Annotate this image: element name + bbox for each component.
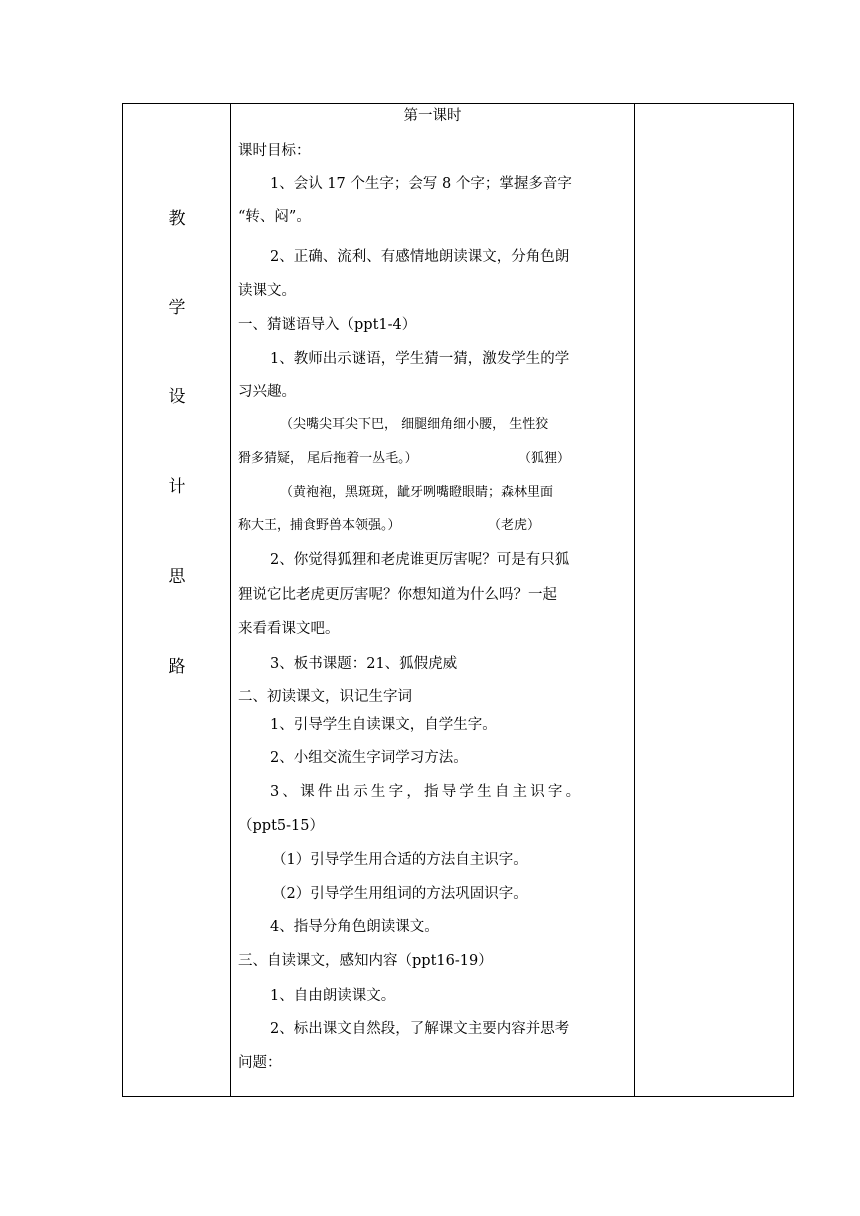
list-item: 4、指导分角色朗读课文。 xyxy=(270,919,439,935)
section-heading: 三、自读课文，感知内容（ppt16-19） xyxy=(238,953,493,969)
list-item: 3、板书课题：21、狐假虎威 xyxy=(270,656,458,672)
label-char: 设 xyxy=(168,387,186,407)
riddle-text: 称大王，捕食野兽本领强。） xyxy=(238,518,401,533)
goal-heading: 课时目标： xyxy=(238,143,311,159)
list-item: 3、课件出示生字，指导学生自主识字。 xyxy=(270,784,584,800)
table-column-notes xyxy=(635,103,794,1097)
section-heading: 二、初读课文，识记生字词 xyxy=(238,689,412,705)
lesson-title: 第一课时 xyxy=(403,108,462,124)
sub-item: （1）引导学生用合适的方法自主识字。 xyxy=(272,852,528,868)
list-item: 狸说它比老虎更厉害呢？你想知道为什么吗？一起 xyxy=(238,587,557,603)
list-item: 1、自由朗读课文。 xyxy=(270,988,396,1004)
list-item: 1、引导学生自读课文，自学生字。 xyxy=(270,717,497,733)
list-item: 来看看课文吧。 xyxy=(238,621,340,637)
sub-item: （2）引导学生用组词的方法巩固识字。 xyxy=(272,886,528,902)
riddle-answer: （狐狸） xyxy=(518,451,571,466)
section-heading: 一、猜谜语导入（ppt1-4） xyxy=(238,317,417,333)
list-item: 2、小组交流生字词学习方法。 xyxy=(270,750,468,766)
table-column-label xyxy=(122,103,230,1097)
riddle-text: 猾多猜疑， 尾后拖着一丛毛。） xyxy=(238,451,418,466)
list-item: 2、你觉得狐狸和老虎谁更厉害呢？可是有只狐 xyxy=(270,552,570,568)
label-char: 思 xyxy=(168,567,186,587)
riddle-answer: （老虎） xyxy=(488,518,541,533)
label-char: 计 xyxy=(168,477,186,497)
list-item: 1、教师出示谜语，学生猜一猜，激发学生的学 xyxy=(270,351,570,367)
list-item: （ppt5-15） xyxy=(238,818,324,834)
goal-2-line: 2、正确、流利、有感情地朗读课文，分角色朗 xyxy=(270,249,570,265)
goal-1-line: 1、会认 17 个生字；会写 8 个字；掌握多音字 xyxy=(270,176,572,192)
riddle-text: （黄袍袍，黑斑斑，龇牙咧嘴瞪眼睛；森林里面 xyxy=(280,485,554,500)
riddle-text: （尖嘴尖耳尖下巴， 细腿细角细小腰， 生性狡 xyxy=(280,417,549,432)
list-item: 习兴趣。 xyxy=(238,384,296,400)
goal-1-line: “转、闷”。 xyxy=(238,209,311,225)
label-char: 教 xyxy=(168,209,186,229)
list-item: 2、标出课文自然段，了解课文主要内容并思考 xyxy=(270,1021,570,1037)
label-char: 路 xyxy=(168,657,186,677)
list-item: 问题： xyxy=(238,1055,282,1071)
goal-2-line: 读课文。 xyxy=(238,283,296,299)
label-char: 学 xyxy=(168,298,186,318)
